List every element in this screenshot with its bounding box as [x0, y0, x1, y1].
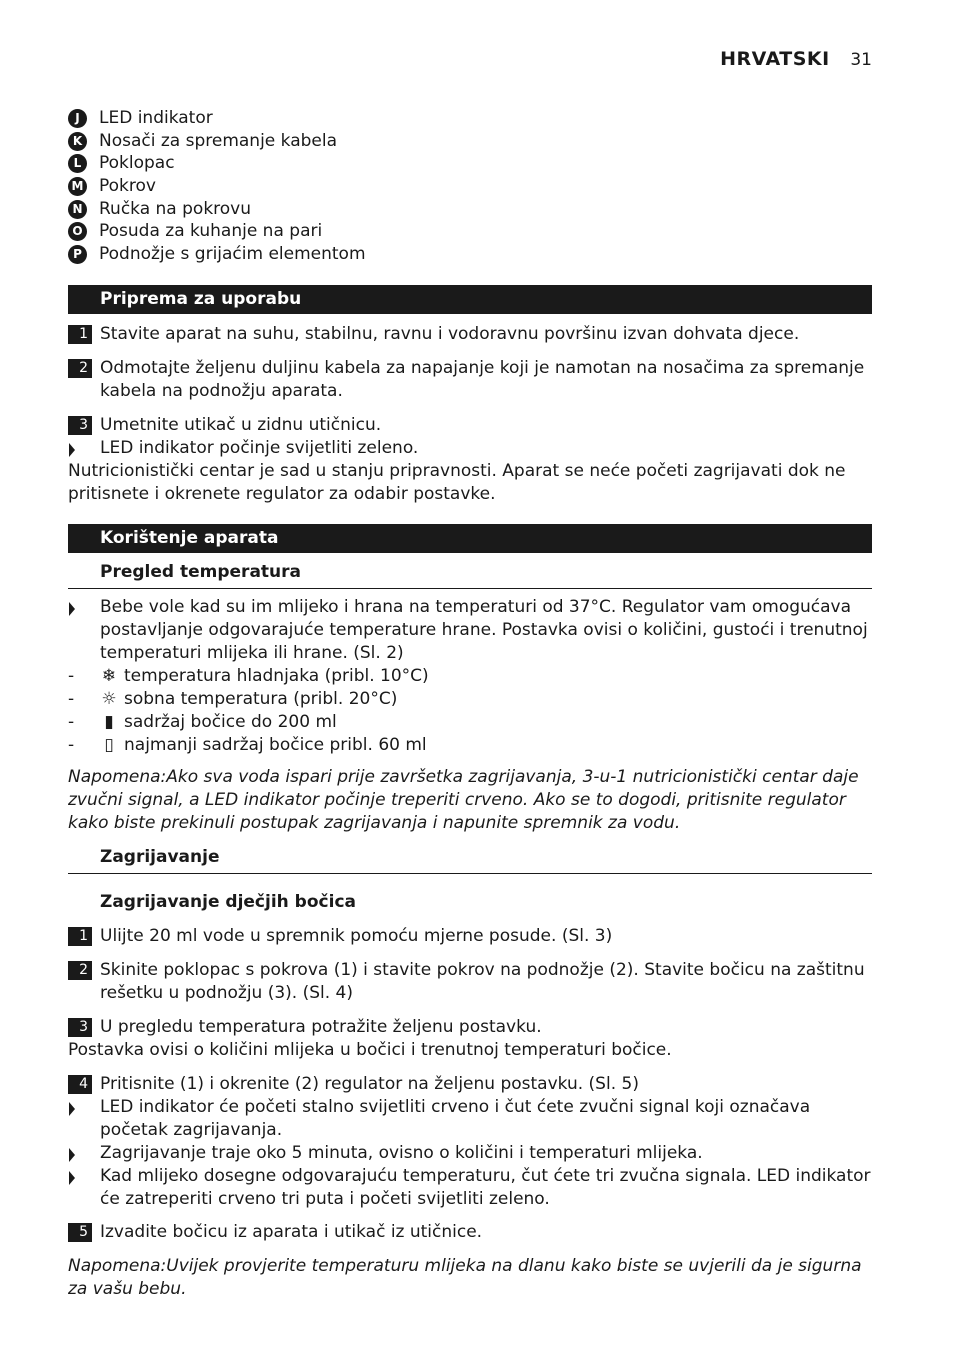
temperature-overview: Bebe vole kad su im mlijeko i hrana na temperaturi od 37°C. Regulator vam omogućava postavljanje odgovarajuće temperature hrane. Postavka ovisi o količini, gustoći i trenutnoj temperaturi mlijeka ili hrane. (Sl. 2) - ❄ temperatura hladnjaka (pribl. 10°C) - ☼ sobna temperatura (pribl. 20°C) - ▮ sadržaj bočice do 200 ml - ▯ najmanji sadržaj bočice pribl. 60 ml [68, 597, 868, 755]
setting-text: sadržaj bočice do 200 ml [124, 712, 337, 732]
heating-step-1 [68, 925, 874, 948]
section-heading-usage: Korištenje aparata [68, 524, 872, 553]
legend-item [68, 175, 366, 198]
small-bottle-icon: ▯ [104, 735, 114, 755]
setting-text: najmanji sadržaj bočice pribl. 60 ml [124, 735, 427, 755]
step-2 [68, 357, 874, 403]
language-label: HRVATSKI [720, 48, 830, 70]
heating-step-5 [68, 1221, 874, 1244]
legend-label: Nosači za spremanje kabela [99, 130, 338, 151]
heating-step-2 [68, 959, 874, 1005]
result-arrow-icon [69, 1171, 75, 1185]
bullet-text: Bebe vole kad su im mlijeko i hrana na temperaturi od 37°C. Regulator vam omogućava postavljanje odgovarajuće temperature hrane. Postavka ovisi o količini, gustoći i trenutnoj temperaturi mlijeka ili hrane. (Sl. 2) [100, 597, 868, 663]
legend-item [68, 107, 366, 130]
result-text: LED indikator počinje svijetliti zeleno. [100, 438, 419, 458]
step-number: 3 [68, 1018, 92, 1037]
step-text: Stavite aparat na suhu, stabilnu, ravnu i vodoravnu površinu izvan dohvata djece. [100, 324, 800, 344]
subheading-temperature-overview: Pregled temperatura [68, 561, 872, 589]
parts-legend [68, 107, 366, 266]
snowflake-icon: ❄ [101, 666, 117, 686]
result-arrow-icon [69, 1102, 75, 1116]
legend-badge: J [68, 109, 87, 128]
step-text: U pregledu temperatura potražite željenu postavku. [100, 1017, 542, 1037]
legend-item [68, 243, 366, 266]
result-arrow-icon [69, 443, 75, 457]
legend-label: Ručka na pokrovu [99, 198, 252, 219]
legend-badge: N [68, 200, 87, 219]
subheading-heating-bottles: Zagrijavanje dječjih bočica [100, 892, 356, 912]
step-text: Skinite poklopac s pokrova (1) i stavite pokrov na podnožje (2). Stavite bočicu na zaštitnu rešetku u podnožju (3). (Sl. 4) [100, 960, 865, 1003]
legend-label: LED indikator [99, 107, 213, 128]
step-text: Ulijte 20 ml vode u spremnik pomoću mjerne posude. (Sl. 3) [100, 926, 613, 946]
legend-label: Podnožje s grijaćim elementom [99, 243, 366, 264]
section-heading-preparation: Priprema za uporabu [68, 285, 872, 314]
setting-text: temperatura hladnjaka (pribl. 10°C) [124, 666, 429, 686]
step-1 [68, 323, 874, 346]
result-text: Kad mlijeko dosegne odgovarajuću temperaturu, čut ćete tri zvučna signala. LED indikator će zatreperiti crveno tri puta i početi svijetliti zeleno. [100, 1166, 871, 1209]
step-number: 3 [68, 416, 92, 435]
page-header [720, 48, 872, 72]
legend-badge: O [68, 222, 87, 241]
subheading-heating: Zagrijavanje [68, 846, 872, 874]
step-number: 5 [68, 1223, 92, 1242]
step-number: 4 [68, 1075, 92, 1094]
sun-icon: ☼ [101, 689, 117, 709]
step-text: Odmotajte željenu duljinu kabela za napajanje koji je namotan na nosačima za spremanje kabela na podnožju aparata. [100, 358, 865, 401]
step-number: 1 [68, 325, 92, 344]
heating-step-3 [68, 1016, 874, 1062]
legend-badge: K [68, 132, 87, 151]
legend-item [68, 198, 366, 221]
legend-label: Posuda za kuhanje na pari [99, 221, 323, 242]
legend-label: Poklopac [99, 153, 175, 174]
legend-label: Pokrov [99, 175, 156, 196]
step-number: 2 [68, 961, 92, 980]
step-3 [68, 414, 874, 506]
result-arrow-icon [69, 1148, 75, 1162]
legend-badge: M [68, 177, 87, 196]
heating-step-4 [68, 1073, 874, 1211]
step-text: Pritisnite (1) i okrenite (2) regulator na željenu postavku. (Sl. 5) [100, 1074, 639, 1094]
legend-item [68, 152, 366, 175]
page-number: 31 [850, 50, 872, 70]
legend-item [68, 220, 366, 243]
info-text: Nutricionistički centar je sad u stanju pripravnosti. Aparat se neće početi zagrijavati dok ne pritisnete i okrenete regulator za odabir postavke. [68, 461, 846, 504]
legend-badge: P [68, 245, 87, 264]
legend-item [68, 130, 366, 153]
legend-badge: L [68, 154, 87, 173]
full-bottle-icon: ▮ [104, 712, 114, 732]
note-evaporation: Napomena:Ako sva voda ispari prije završetka zagrijavanja, 3-u-1 nutricionistički centar daje zvučni signal, a LED indikator počinje treperiti crveno. Ako se to dogodi, pritisnite regulator kako biste prekinuli postupak zagrijavanja i napunite spremnik za vodu. [68, 767, 859, 833]
step-number: 1 [68, 927, 92, 946]
step-text: Izvadite bočicu iz aparata i utikač iz utičnice. [100, 1222, 483, 1242]
step-number: 2 [68, 359, 92, 378]
step-text: Umetnite utikač u zidnu utičnicu. [100, 415, 382, 435]
result-text: LED indikator će početi stalno svijetliti crveno i čut ćete zvučni signal koji označava početak zagrijavanja. [100, 1097, 811, 1140]
bullet-arrow-icon [69, 602, 75, 616]
result-text: Zagrijavanje traje oko 5 minuta, ovisno o količini i temperaturi mlijeka. [100, 1143, 703, 1163]
setting-text: sobna temperatura (pribl. 20°C) [124, 689, 398, 709]
note-check-temperature: Napomena:Uvijek provjerite temperaturu mlijeka na dlanu kako biste se uvjerili da je sigurna za vašu bebu. [68, 1256, 862, 1299]
info-text: Postavka ovisi o količini mlijeka u bočici i trenutnoj temperaturi bočice. [68, 1040, 672, 1060]
